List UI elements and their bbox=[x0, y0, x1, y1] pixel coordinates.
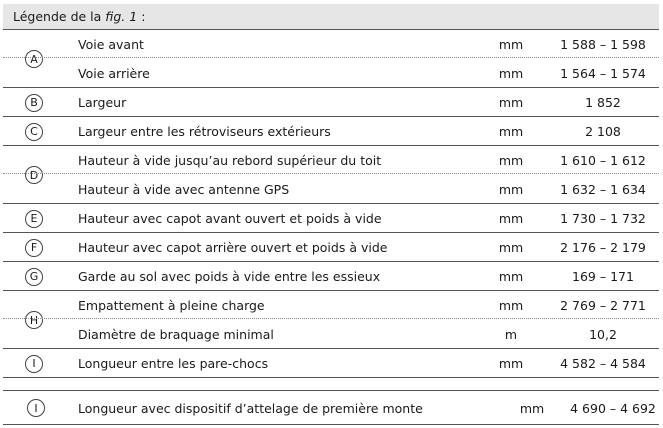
row-value: 169 – 171 bbox=[572, 269, 634, 284]
marker-letter: D bbox=[29, 168, 39, 182]
marker-letter: C bbox=[30, 125, 38, 138]
row-label: Voie avant bbox=[78, 37, 144, 52]
table-row bbox=[3, 262, 659, 290]
row-value: 1 564 – 1 574 bbox=[560, 66, 646, 81]
table-row bbox=[3, 146, 659, 174]
row-label: Diamètre de braquage minimal bbox=[78, 327, 274, 342]
row-unit: mm bbox=[498, 182, 524, 197]
marker-letter: H bbox=[29, 313, 39, 327]
marker-letter: I bbox=[34, 401, 38, 415]
row-value: 4 582 – 4 584 bbox=[560, 356, 646, 371]
table-row bbox=[3, 204, 659, 232]
row-value: 10,2 bbox=[589, 327, 617, 342]
row-label: Hauteur à vide jusqu’au rebord supérieur du toit bbox=[78, 153, 382, 168]
marker-letter: E bbox=[30, 212, 38, 225]
table-spacer bbox=[3, 375, 659, 391]
row-label: Largeur bbox=[78, 95, 127, 110]
marker-letter: B bbox=[30, 96, 38, 109]
row-label: Longueur entre les pare-chocs bbox=[78, 356, 269, 371]
table-row bbox=[3, 175, 659, 203]
table-row bbox=[3, 59, 659, 87]
marker-letter: F bbox=[30, 241, 38, 254]
table-group-a bbox=[3, 30, 659, 88]
row-value: 4 690 – 4 692 bbox=[570, 401, 656, 416]
row-unit: mm bbox=[498, 37, 524, 52]
table-group-b bbox=[3, 88, 659, 117]
row-value: 2 108 bbox=[585, 124, 621, 139]
marker-letter: A bbox=[30, 52, 38, 66]
row-label: Garde au sol avec poids à vide entre les essieux bbox=[78, 269, 381, 284]
table-group-extra bbox=[3, 391, 659, 425]
table-group-c bbox=[3, 117, 659, 146]
table-row bbox=[3, 30, 659, 58]
row-value: 1 852 bbox=[585, 95, 621, 110]
table-group-e bbox=[3, 204, 659, 233]
table-group-f bbox=[3, 233, 659, 262]
row-unit: mm bbox=[498, 124, 524, 139]
row-value: 2 769 – 2 771 bbox=[560, 298, 646, 313]
row-label: Hauteur avec capot avant ouvert et poids à vide bbox=[78, 211, 382, 226]
legend-title bbox=[13, 9, 145, 24]
table-group-h bbox=[3, 291, 659, 349]
table-group-i bbox=[3, 349, 659, 378]
row-label: Hauteur avec capot arrière ouvert et poids à vide bbox=[78, 240, 388, 255]
row-label: Voie arrière bbox=[78, 66, 150, 81]
row-unit: mm bbox=[498, 211, 524, 226]
marker-letter: G bbox=[29, 270, 39, 283]
row-unit: mm bbox=[498, 95, 524, 110]
table-row bbox=[3, 349, 659, 377]
table-row bbox=[3, 88, 659, 116]
table-row bbox=[3, 233, 659, 261]
row-value: 1 730 – 1 732 bbox=[560, 211, 646, 226]
row-unit: mm bbox=[498, 269, 524, 284]
legend-title-prefix: Légende de la bbox=[13, 9, 106, 24]
table-row bbox=[3, 291, 659, 319]
table-row bbox=[3, 394, 659, 422]
legend-title-suffix: : bbox=[137, 9, 146, 24]
marker-letter: I bbox=[32, 357, 36, 370]
row-unit: mm bbox=[498, 66, 524, 81]
row-unit: mm bbox=[498, 298, 524, 313]
row-unit: mm bbox=[498, 356, 524, 371]
row-label: Hauteur à vide avec antenne GPS bbox=[78, 182, 290, 197]
table-group-g bbox=[3, 262, 659, 291]
table-row bbox=[3, 117, 659, 145]
row-label: Largeur entre les rétroviseurs extérieurs bbox=[78, 124, 331, 139]
table-group-d bbox=[3, 146, 659, 204]
row-unit: mm bbox=[498, 240, 524, 255]
row-value: 1 588 – 1 598 bbox=[560, 37, 646, 52]
row-unit: mm bbox=[498, 153, 524, 168]
legend-title-fig: fig. 1 bbox=[105, 9, 138, 24]
row-label: Longueur avec dispositif d’attelage de première monte bbox=[78, 401, 423, 416]
row-unit: mm bbox=[519, 401, 545, 416]
row-value: 2 176 – 2 179 bbox=[560, 240, 646, 255]
row-unit: m bbox=[504, 327, 518, 342]
row-value: 1 632 – 1 634 bbox=[560, 182, 646, 197]
table-row bbox=[3, 320, 659, 348]
row-label: Empattement à pleine charge bbox=[78, 298, 265, 313]
legend-header bbox=[3, 4, 659, 30]
row-value: 1 610 – 1 612 bbox=[560, 153, 646, 168]
